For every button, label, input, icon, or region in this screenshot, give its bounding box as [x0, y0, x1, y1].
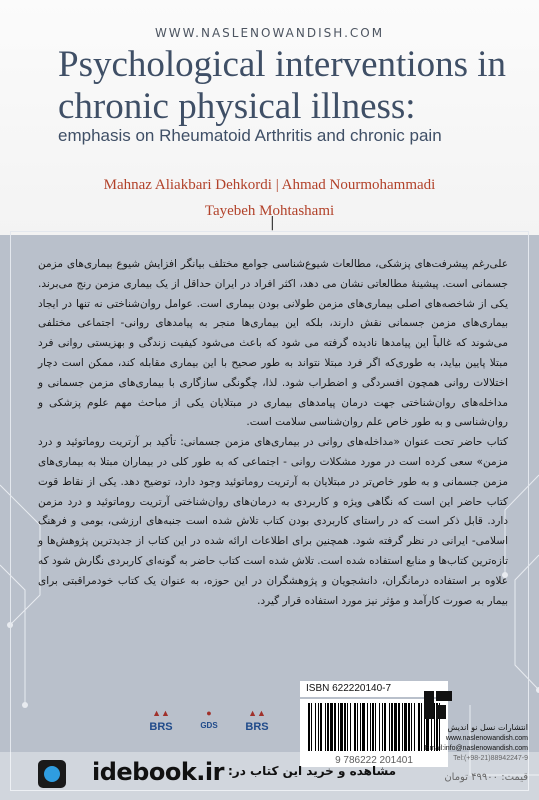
- back-cover-description: [38, 255, 508, 611]
- book-subtitle: emphasis on Rheumatoid Arthritis and chronic pain: [58, 126, 442, 145]
- barcode-bar: [325, 703, 326, 751]
- idebook-logo-icon: [36, 756, 98, 792]
- barcode-bar: [330, 703, 333, 751]
- barcode-bar: [344, 703, 346, 751]
- badge-label: BRS: [149, 721, 173, 733]
- barcode-bar: [320, 703, 322, 751]
- publisher-phone: Tel:(+98-21)88942247-9: [453, 755, 528, 762]
- badge-brs-left: [140, 705, 182, 749]
- watermark-note: مشاهده و خرید این کتاب در:: [228, 764, 397, 778]
- badge-brs-right: [236, 705, 278, 749]
- back-cover-panel: [0, 235, 539, 800]
- publisher-name: انتشارات نسل نو اندیش: [447, 723, 528, 732]
- badge-mark-icon: ●: [206, 708, 212, 718]
- badge-mark-icon: ▲▲: [248, 708, 266, 718]
- publisher-website: WWW.NASLENOWANDISH.COM: [154, 26, 385, 40]
- publisher-email: Email:info@naslenowandish.com: [424, 745, 528, 752]
- authors-line-1: Mahnaz Aliakbari Dehkordi | Ahmad Nourmohammadi: [103, 177, 436, 193]
- publisher-logo-icon: [422, 687, 454, 723]
- price: قیمت: ۴۹۹۰۰ تومان: [444, 772, 528, 783]
- barcode-bar: [318, 703, 319, 751]
- barcode-bar: [315, 703, 316, 751]
- isbn-label: ISBN 622220140-7: [300, 681, 448, 697]
- barcode-bar: [308, 703, 310, 751]
- indexing-badges: [140, 705, 280, 755]
- barcode-bar: [338, 703, 339, 751]
- publisher-website-line: www.naslenowandish.com: [445, 735, 528, 742]
- badge-mark-icon: ▲▲: [152, 708, 170, 718]
- barcode-number: 9 786222 201401: [335, 755, 413, 766]
- watermark-site[interactable]: idebook.ir: [92, 758, 224, 786]
- cover-top-panel: [0, 0, 539, 235]
- barcode-bar: [334, 703, 336, 751]
- badge-gds: [188, 705, 230, 749]
- barcode-bar: [311, 703, 312, 751]
- book-title: Psychological interventions in chronic physical illness:: [58, 44, 507, 127]
- barcode-bar: [347, 703, 348, 751]
- badge-label: BRS: [245, 721, 269, 733]
- watermark-banner[interactable]: [0, 752, 539, 800]
- barcode-bar: [327, 703, 329, 751]
- authors-line-2: Tayebeh Mohtashami: [204, 203, 335, 219]
- barcode-bar: [340, 703, 343, 751]
- badge-label: GDS: [200, 721, 218, 730]
- barcode-bar: [350, 703, 351, 751]
- description-paragraph-2: کتاب حاضر تحت عنوان «مداخله‌های روانی در بیماری‌های مزمن جسمانی: تأکید بر آرتریت روماتوئید و درد مزمن» سعی کرده است در مورد مشکلات روانی - اجتماعی که به طور کلی در بیماران مبتلا به بیماری‌های مزمن جسمانی و به طور خاص‌تر در مبتلایان به آرتریت روماتوئید وجود دارد، توضیح دهد. یکی از نقاط قوت کتاب حاضر این است که نگاهی ویژه و کاربردی به درمان‌های روان‌شناختی آرتریت روماتوئید و درد مزمن دارد. قابل ذکر است که در راستای کاربردی بودن کتاب تلاش شده است جنبه‌های ارزشی، بومی و فرهنگ اسلامی- ایرانی در نظر گرفته شود. همچنین برای اطلاعات ارائه شده در این کتاب از جدیدترین پژوهش‌ها و تازه‌ترین کتاب‌ها و منابع استفاده شده است. تلاش شده است کتاب حاضر به گونه‌ای کاربردی نگارش شود که علاوه بر استفاده درمانگران، دانشجویان و پژوهشگران در این حوزه، به عنوان یک کتاب خودمراقبتی برای بیمار به صورت کارآمد و مؤثر نیز مورد استفاده قرار گیرد.: [38, 436, 508, 607]
- text-cursor-icon: |: [270, 215, 275, 231]
- description-paragraph-1: علی‌رغم پیشرفت‌های پزشکی، مطالعات شیوع‌شناسی جوامع مختلف بیانگر افزایش شیوع بیماری‌های مزمن جسمانی است. پیشینهٔ مطالعاتی نشان می دهد، اکثر افراد در ایران حداقل از یک بیماری مزمن رنج می‌برند. یکی از شاخصه‌های اصلی بیماری‌های مزمن طولانی بودن بیماری است. عوامل روان‌شناختی نه تنها در ایجاد بیماری‌های مزمن جسمانی نقش دارند، بلکه این بیماری‌ها منجر به پیامدهای روانی- اجتماعی مختلفی می‌شوند که غالباً این پیامدها نادیده گرفته می شود که باعث می‌شود کیفیت زندگی و بهزیستی روانی فرد مبتلا پایین بیاید، به طوری‌که اگر فرد مبتلا نتواند به طور صحیح با این بیماری مقابله کند، ممکن است دچار اختلالات روانی همچون افسردگی و اضطراب شود. لذا، چگونگی سازگاری با بیماری‌های مزمن جسمانی و مداخله‌های روان‌شناختی جهت درمان پیامدهای بیماری در مبتلایان یکی از مباحث مهم علوم پزشکی و روان‌شناسی و به طور خاص علم روان‌شناسی سلامت است.: [38, 258, 508, 429]
